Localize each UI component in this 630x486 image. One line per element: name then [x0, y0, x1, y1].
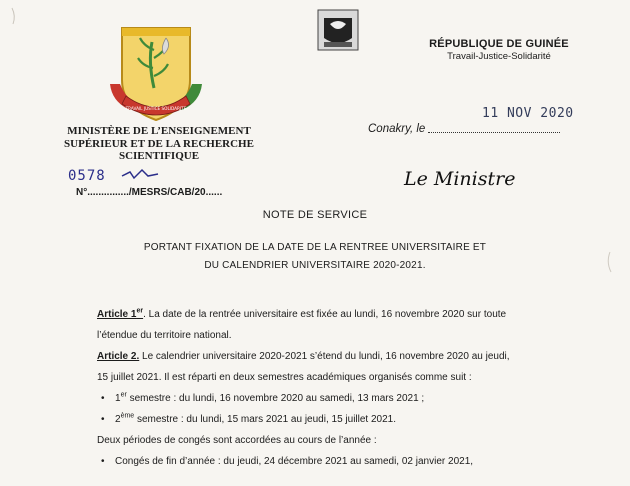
- article-1: [97, 304, 577, 325]
- ministry-line-1: MINISTÈRE DE L’ENSEIGNEMENT: [67, 125, 251, 137]
- republic-title: RÉPUBLIQUE DE GUINÉE: [429, 38, 569, 50]
- article-1-text: . La date de la rentrée universitaire est fixée au lundi, 16 novembre 2020 sur toute: [143, 309, 507, 320]
- ministry-line-3: SCIENTIFIQUE: [118, 150, 200, 162]
- bullet-icon: •: [101, 456, 105, 467]
- document-body: [97, 304, 577, 472]
- reference-number: 0578: [68, 168, 106, 184]
- reference-label: N°.............../MESRS/CAB/20......: [76, 187, 223, 198]
- place-label: Conakry, le: [368, 123, 426, 135]
- coat-banner: TRAVAIL JUSTICE SOLIDARITE: [125, 106, 187, 111]
- coat-of-arms-icon: [108, 22, 204, 126]
- place-date: [368, 120, 568, 140]
- conges-intro: Deux périodes de congés sont accordées au cours de l’année :: [97, 435, 377, 446]
- ministry-name: [44, 125, 274, 163]
- article-2-text: Le calendrier universitaire 2020-2021 s’étend du lundi, 16 novembre 2020 au jeudi,: [139, 351, 510, 362]
- bullet-icon: •: [101, 393, 105, 404]
- document-title: NOTE DE SERVICE: [262, 209, 368, 221]
- article-2-continuation: 15 juillet 2021. Il est réparti en deux semestres académiques organisés comme suit :: [97, 372, 472, 383]
- subject-line-1: PORTANT FIXATION DE LA DATE DE LA RENTREE UNIVERSITAIRE ET: [143, 242, 487, 253]
- document-subject: [0, 239, 630, 275]
- article-2: [97, 346, 577, 367]
- bullet-icon: •: [101, 414, 105, 425]
- paper-mark-icon: [10, 6, 22, 26]
- conges-item-1: • Congés de fin d’année : du jeudi, 24 décembre 2021 au samedi, 02 janvier 2021,: [97, 451, 577, 472]
- subject-line-2: DU CALENDRIER UNIVERSITAIRE 2020-2021.: [204, 260, 426, 271]
- handwritten-scribble-icon: [120, 166, 160, 182]
- semester-1-item: • 1er semestre : du lundi, 16 novembre 2020 au samedi, 13 mars 2021 ;: [97, 388, 577, 409]
- republic-header: [424, 38, 574, 62]
- date-stamp: 11 NOV 2020: [482, 106, 574, 121]
- semester-2-item: • 2ème semestre : du lundi, 15 mars 2021 au jeudi, 15 juillet 2021.: [97, 409, 577, 430]
- ministry-line-2: SUPÉRIEUR ET DE LA RECHERCHE: [64, 137, 254, 150]
- small-emblem-icon: [314, 8, 362, 54]
- article-2-label: Article 2.: [97, 351, 140, 362]
- article-1-label: Article 1er: [97, 307, 144, 320]
- republic-motto: Travail-Justice-Solidarité: [447, 51, 551, 62]
- article-1-continuation: l’étendue du territoire national.: [97, 330, 232, 341]
- date-dotted-line: [428, 132, 560, 133]
- paper-mark-icon: [604, 250, 616, 274]
- minister-signature-title: Le Ministre: [404, 168, 516, 190]
